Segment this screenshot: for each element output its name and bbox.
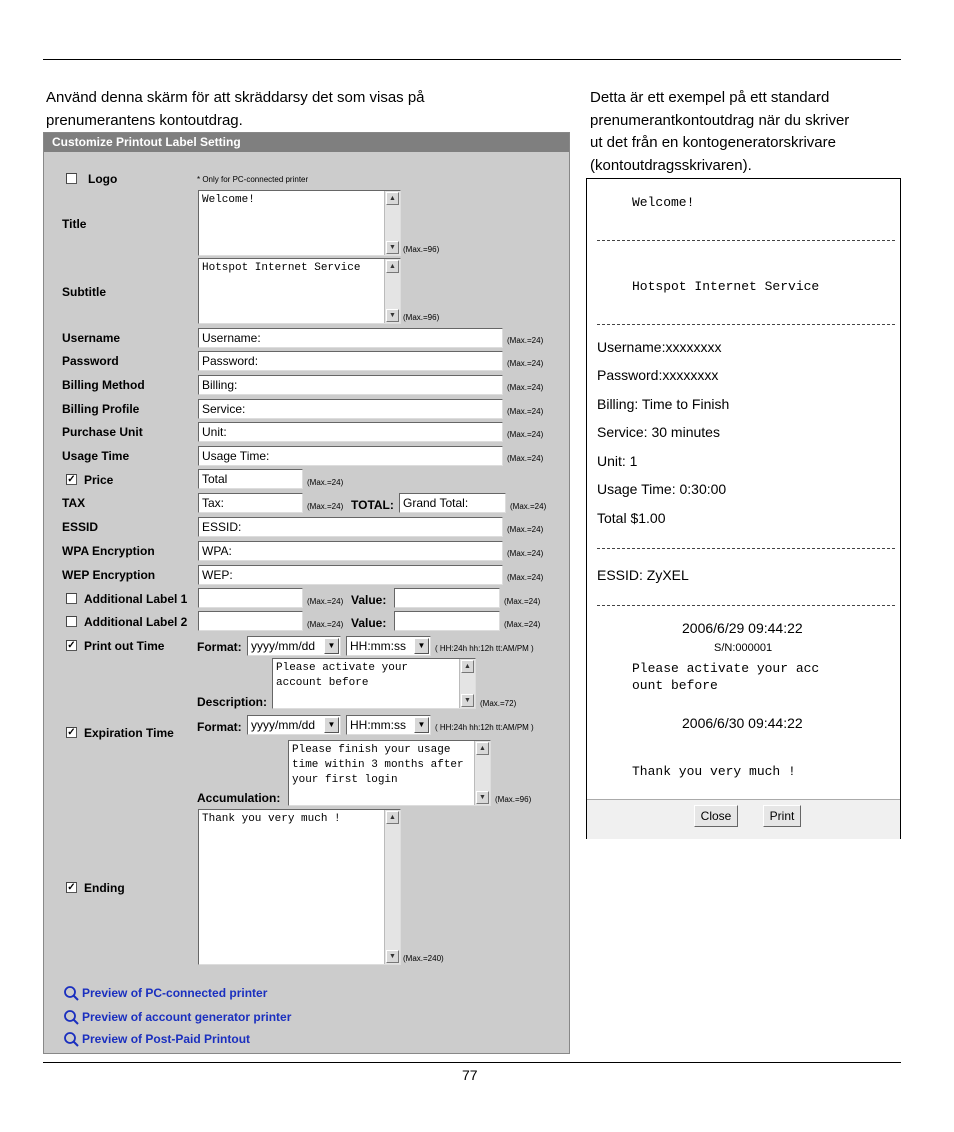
password-label: Password	[62, 354, 119, 368]
ending-max: (Max.=240)	[403, 954, 444, 963]
receipt-thanks: Thank you very much !	[632, 764, 796, 779]
billing-method-input[interactable]: Billing:	[198, 375, 503, 395]
price-label: Price	[84, 473, 114, 487]
additional-value-1-label: Value:	[351, 593, 387, 607]
receipt-password: Password:xxxxxxxx	[597, 367, 719, 383]
receipt-activate-line: Please activate your acc	[632, 661, 820, 676]
magnifier-icon	[63, 1009, 81, 1025]
max-note: (Max.=24)	[504, 620, 541, 629]
receipt-preview	[586, 178, 901, 839]
scroll-up-icon[interactable]: ▲	[476, 742, 489, 755]
additional-value-2-label: Value:	[351, 616, 387, 630]
title-max: (Max.=96)	[403, 245, 440, 254]
max-note: (Max.=24)	[507, 525, 544, 534]
receipt-usage-time: Usage Time: 0:30:00	[597, 481, 727, 497]
scrollbar[interactable]	[384, 191, 400, 255]
expiration-date-format-select[interactable]	[247, 715, 341, 735]
additional-value-1-input[interactable]	[394, 588, 500, 608]
purchase-unit-input[interactable]: Unit:	[198, 422, 503, 442]
chevron-down-icon[interactable]: ▼	[324, 717, 339, 733]
print-time-checkbox[interactable]: ✓	[67, 640, 76, 651]
max-note: (Max.=24)	[307, 597, 344, 606]
receipt-print-date: 2006/6/29 09:44:22	[682, 620, 803, 636]
total-input[interactable]: Grand Total:	[399, 493, 506, 513]
wpa-input[interactable]: WPA:	[198, 541, 503, 561]
print-time-time-format-select[interactable]	[346, 636, 431, 656]
additional-label-2-label: Additional Label 2	[84, 615, 188, 629]
select-value: HH:mm:ss	[350, 718, 406, 732]
receipt-serial: S/N:000001	[714, 642, 773, 654]
expiration-time-checkbox[interactable]: ✓	[67, 727, 76, 738]
scroll-down-icon[interactable]: ▼	[386, 309, 399, 322]
panel-title: Customize Printout Label Setting	[44, 133, 569, 152]
expiration-time-label: Expiration Time	[84, 726, 174, 740]
subtitle-textarea[interactable]	[198, 258, 401, 324]
tax-input[interactable]: Tax:	[198, 493, 303, 513]
billing-profile-label: Billing Profile	[62, 402, 140, 416]
max-note: (Max.=24)	[307, 620, 344, 629]
additional-label-1-label: Additional Label 1	[84, 592, 188, 606]
chevron-down-icon[interactable]: ▼	[414, 717, 429, 733]
description-max: (Max.=72)	[480, 699, 517, 708]
title-label: Title	[62, 217, 87, 231]
additional-value-2-input[interactable]	[394, 611, 500, 631]
print-time-label: Print out Time	[84, 639, 165, 653]
scroll-down-icon[interactable]: ▼	[386, 241, 399, 254]
max-note: (Max.=24)	[510, 502, 547, 511]
receipt-welcome: Welcome!	[632, 195, 695, 210]
purchase-unit-label: Purchase Unit	[62, 425, 143, 439]
receipt-expire-date: 2006/6/30 09:44:22	[682, 715, 803, 731]
print-time-format-label: Format:	[197, 640, 242, 654]
subtitle-label: Subtitle	[62, 285, 106, 299]
price-input[interactable]: Total	[198, 469, 303, 489]
scrollbar[interactable]	[384, 259, 400, 323]
password-input[interactable]: Password:	[198, 351, 503, 371]
essid-input[interactable]: ESSID:	[198, 517, 503, 537]
accumulation-max: (Max.=96)	[495, 795, 532, 804]
subtitle-max: (Max.=96)	[403, 313, 440, 322]
scroll-up-icon[interactable]: ▲	[386, 260, 399, 273]
page-number: 77	[462, 1067, 478, 1083]
preview-post-paid-link[interactable]: Preview of Post-Paid Printout	[82, 1032, 251, 1046]
max-note: (Max.=24)	[507, 454, 544, 463]
additional-label-2-input[interactable]	[198, 611, 303, 631]
intro-left	[46, 87, 425, 132]
max-note: (Max.=24)	[507, 573, 544, 582]
close-button[interactable]: Close	[694, 805, 738, 827]
scroll-up-icon[interactable]: ▲	[386, 192, 399, 205]
tax-label: TAX	[62, 496, 86, 510]
magnifier-icon	[63, 985, 81, 1001]
scroll-down-icon[interactable]: ▼	[461, 694, 474, 707]
scroll-up-icon[interactable]: ▲	[461, 660, 474, 673]
max-note: (Max.=24)	[507, 549, 544, 558]
max-note: (Max.=24)	[504, 597, 541, 606]
select-value: yyyy/mm/dd	[251, 718, 316, 732]
scrollbar[interactable]	[459, 659, 475, 708]
total-label: TOTAL:	[351, 498, 394, 512]
description-label: Description:	[197, 695, 268, 709]
preview-account-generator-link[interactable]: Preview of account generator printer	[82, 1010, 292, 1024]
ending-textarea[interactable]	[198, 809, 401, 965]
description-textarea[interactable]	[272, 658, 476, 709]
receipt-service: Service: 30 minutes	[597, 424, 720, 440]
expiration-time-format-select[interactable]	[346, 715, 431, 735]
intro-right-line: Detta är ett exempel på ett standard	[590, 89, 830, 106]
additional-label-1-checkbox[interactable]	[66, 593, 77, 604]
max-note: (Max.=24)	[507, 359, 544, 368]
receipt-unit: Unit: 1	[597, 453, 638, 469]
wep-input[interactable]: WEP:	[198, 565, 503, 585]
max-note: (Max.=24)	[307, 478, 344, 487]
username-label: Username	[62, 331, 121, 345]
format-note: ( HH:24h hh:12h tt:AM/PM )	[435, 723, 534, 732]
expiration-format-label: Format:	[197, 720, 242, 734]
top-rule	[43, 59, 901, 60]
print-time-date-format-select[interactable]	[247, 636, 341, 656]
accumulation-label: Accumulation:	[197, 791, 281, 805]
max-note: (Max.=24)	[507, 383, 544, 392]
logo-note: * Only for PC-connected printer	[197, 175, 309, 184]
price-checkbox[interactable]: ✓	[67, 474, 76, 485]
receipt-divider	[597, 240, 895, 241]
chevron-down-icon[interactable]: ▼	[324, 638, 339, 654]
receipt-divider	[597, 548, 895, 549]
intro-left-line: Använd denna skärm för att skräddarsy det som visas på	[46, 89, 425, 106]
select-value: yyyy/mm/dd	[251, 639, 316, 653]
accumulation-textarea[interactable]	[288, 740, 491, 806]
receipt-footer	[587, 799, 900, 839]
customize-printout-panel	[43, 132, 570, 1054]
wep-label: WEP Encryption	[62, 568, 156, 582]
subtitle-textarea-text: Hotspot Internet Service	[202, 262, 361, 274]
intro-left-line: prenumerantens kontoutdrag.	[46, 111, 243, 129]
logo-checkbox[interactable]	[66, 173, 77, 184]
accumulation-textarea-text: Please finish your usage time within 3 months after your first login	[292, 744, 471, 786]
scrollbar[interactable]	[474, 741, 490, 805]
select-value: HH:mm:ss	[350, 639, 406, 653]
intro-right-line: (kontoutdragsskrivaren).	[590, 156, 752, 174]
receipt-essid: ESSID: ZyXEL	[597, 567, 689, 583]
max-note: (Max.=24)	[507, 407, 544, 416]
intro-right-line: prenumerantkontoutdrag när du skriver	[590, 111, 850, 129]
receipt-divider	[597, 324, 895, 325]
preview-pc-printer-link[interactable]: Preview of PC-connected printer	[82, 986, 268, 1000]
wpa-label: WPA Encryption	[62, 544, 155, 558]
scroll-down-icon[interactable]: ▼	[386, 950, 399, 963]
max-note: (Max.=24)	[307, 502, 344, 511]
receipt-billing: Billing: Time to Finish	[597, 396, 730, 412]
title-textarea-text: Welcome!	[202, 194, 255, 206]
logo-label: Logo	[88, 172, 118, 186]
max-note: (Max.=24)	[507, 336, 544, 345]
ending-checkbox[interactable]: ✓	[67, 882, 76, 893]
chevron-down-icon[interactable]: ▼	[414, 638, 429, 654]
ending-label: Ending	[84, 881, 125, 895]
bottom-rule	[43, 1062, 901, 1063]
receipt-divider	[597, 605, 895, 606]
username-input[interactable]: Username:	[198, 328, 503, 348]
magnifier-icon	[63, 1031, 81, 1047]
scrollbar[interactable]	[384, 810, 400, 964]
print-button[interactable]: Print	[763, 805, 801, 827]
essid-label: ESSID	[62, 520, 99, 534]
description-textarea-text: Please activate your account before	[276, 662, 415, 689]
additional-label-2-checkbox[interactable]	[66, 616, 77, 627]
scroll-up-icon[interactable]: ▲	[386, 811, 399, 824]
ending-textarea-text: Thank you very much !	[202, 813, 341, 825]
receipt-service-title: Hotspot Internet Service	[632, 279, 820, 294]
format-note: ( HH:24h hh:12h tt:AM/PM )	[435, 644, 534, 653]
intro-right	[590, 87, 849, 177]
title-textarea[interactable]	[198, 190, 401, 256]
additional-label-1-input[interactable]	[198, 588, 303, 608]
receipt-total: Total $1.00	[597, 510, 666, 526]
billing-method-label: Billing Method	[62, 378, 145, 392]
scroll-down-icon[interactable]: ▼	[476, 791, 489, 804]
usage-time-label: Usage Time	[62, 449, 130, 463]
billing-profile-input[interactable]: Service:	[198, 399, 503, 419]
usage-time-input[interactable]: Usage Time:	[198, 446, 503, 466]
receipt-username: Username:xxxxxxxx	[597, 339, 722, 355]
max-note: (Max.=24)	[507, 430, 544, 439]
receipt-activate-line: ount before	[632, 678, 718, 693]
intro-right-line: ut det från en kontogeneratorskrivare	[590, 134, 836, 151]
